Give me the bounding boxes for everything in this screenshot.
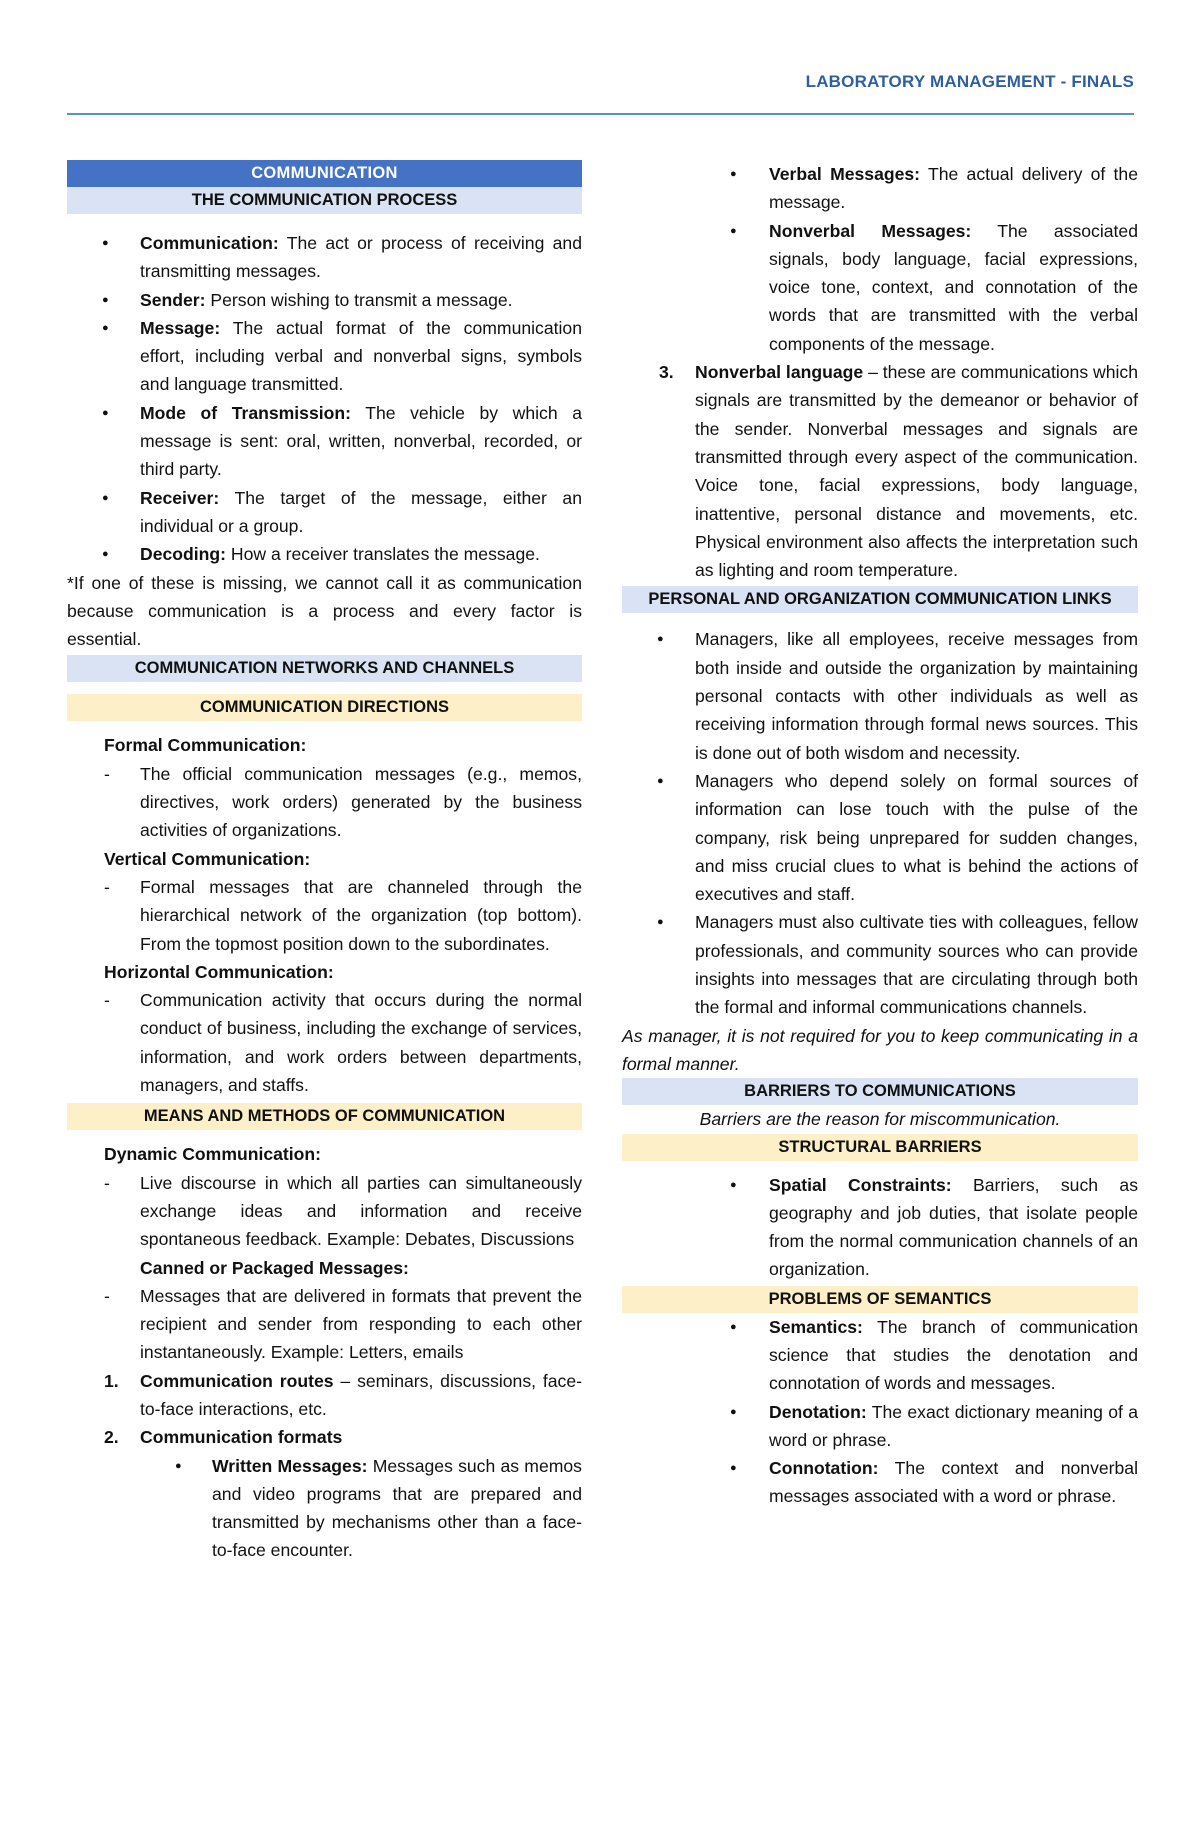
- left-column: [67, 160, 582, 1565]
- list-item: ● Nonverbal Messages: The associated signals, body language, facial expressions, voice tone, context, and connotation of the words that are transmitted with the verbal components of the message.: [622, 217, 1138, 358]
- list-item: ● Decoding: How a receiver translates the message.: [67, 540, 582, 568]
- list-item: ● Written Messages: Messages such as memos and video programs that are prepared and transmitted by mechanisms other than a face-to-face encounter.: [67, 1452, 582, 1565]
- section-title-means-methods: MEANS AND METHODS OF COMMUNICATION: [67, 1103, 582, 1130]
- list-item: ● Connotation: The context and nonverbal messages associated with a word or phrase.: [622, 1454, 1138, 1511]
- section-title-communication-process: THE COMMUNICATION PROCESS: [67, 187, 582, 214]
- list-item: - Live discourse in which all parties can simultaneously exchange ideas and information and receive spontaneous feedback. Example: Debates, Discussions: [67, 1169, 582, 1254]
- section-title-communication: COMMUNICATION: [67, 160, 582, 187]
- list-item: - Messages that are delivered in formats that prevent the recipient and sender from responding to each other instantaneously. Example: Letters, emails: [67, 1282, 582, 1367]
- list-item: ● Semantics: The branch of communication science that studies the denotation and connotation of words and messages.: [622, 1313, 1138, 1398]
- list-item: ● Sender: Person wishing to transmit a message.: [67, 286, 582, 314]
- list-item: ● Managers, like all employees, receive messages from both inside and outside the organization by maintaining personal contacts with other individuals as well as receiving information through formal news sources. This is done out of both wisdom and necessity.: [622, 625, 1138, 766]
- list-item: ● Spatial Constraints: Barriers, such as geography and job duties, that isolate people from the normal communication channels of an organization.: [622, 1171, 1138, 1284]
- section-title-barriers: BARRIERS TO COMMUNICATIONS: [622, 1078, 1138, 1105]
- list-item: ● Mode of Transmission: The vehicle by which a message is sent: oral, written, nonverbal, recorded, or third party.: [67, 399, 582, 484]
- list-item: - Formal messages that are channeled through the hierarchical network of the organization (top bottom). From the topmost position down to the subordinates.: [67, 873, 582, 958]
- process-note: *If one of these is missing, we cannot call it as communication because communication is a process and every factor is essential.: [67, 572, 582, 650]
- list-item: ● Managers who depend solely on formal sources of information can lose touch with the pulse of the company, risk being unprepared for sudden changes, and miss crucial clues to what is behind the actions of executives and staff.: [622, 767, 1138, 908]
- page-header-title: LABORATORY MANAGEMENT - FINALS: [805, 72, 1134, 91]
- list-item: 3. Nonverbal language – these are communications which signals are transmitted by the demeanor or behavior of the sender. Nonverbal messages and signals are transmitted through every aspect of the communication. Voice tone, facial expressions, body language, inattentive, personal distance and movements, etc. Physical environment also affects the interpretation such as lighting and room temperature.: [659, 362, 1139, 581]
- list-item: 1. Communication routes – seminars, discussions, face-to-face interactions, etc.: [104, 1370, 582, 1419]
- section-title-networks: COMMUNICATION NETWORKS AND CHANNELS: [67, 655, 582, 682]
- vertical-communication-label: Vertical Communication:: [104, 848, 311, 869]
- section-title-directions: COMMUNICATION DIRECTIONS: [67, 694, 582, 721]
- list-item: ● Managers must also cultivate ties with colleagues, fellow professionals, and community sources who can provide insights into messages that are circulating through both the formal and informal communications channels.: [622, 908, 1138, 1021]
- section-title-structural-barriers: STRUCTURAL BARRIERS: [622, 1134, 1138, 1161]
- list-item: ● Verbal Messages: The actual delivery of the message.: [622, 160, 1138, 217]
- formal-communication-label: Formal Communication:: [104, 735, 307, 756]
- section-title-communication-links: PERSONAL AND ORGANIZATION COMMUNICATION LINKS: [622, 586, 1138, 613]
- barriers-note: Barriers are the reason for miscommunication.: [699, 1109, 1061, 1130]
- header-divider: [67, 113, 1134, 115]
- dynamic-communication-label: Dynamic Communication:: [104, 1144, 322, 1165]
- list-item: - Communication activity that occurs during the normal conduct of business, including the exchange of services, information, and work orders between departments, managers, and staffs.: [67, 986, 582, 1099]
- list-item: ● Communication: The act or process of receiving and transmitting messages.: [67, 229, 582, 286]
- list-item: ● Receiver: The target of the message, either an individual or a group.: [67, 484, 582, 541]
- canned-messages-label: Canned or Packaged Messages:: [140, 1257, 409, 1278]
- right-column: [622, 160, 1138, 1511]
- list-item: 2. Communication formats: [104, 1427, 343, 1448]
- links-note: As manager, it is not required for you to keep communicating in a formal manner.: [622, 1025, 1138, 1074]
- list-item: - The official communication messages (e.g., memos, directives, work orders) generated by the business activities of organizations.: [67, 760, 582, 845]
- communication-process-list: [67, 229, 582, 569]
- section-title-problems-semantics: PROBLEMS OF SEMANTICS: [622, 1286, 1138, 1313]
- list-item: ● Message: The actual format of the communication effort, including verbal and nonverbal signs, symbols and language transmitted.: [67, 314, 582, 399]
- horizontal-communication-label: Horizontal Communication:: [104, 961, 334, 982]
- list-item: ● Denotation: The exact dictionary meaning of a word or phrase.: [622, 1398, 1138, 1455]
